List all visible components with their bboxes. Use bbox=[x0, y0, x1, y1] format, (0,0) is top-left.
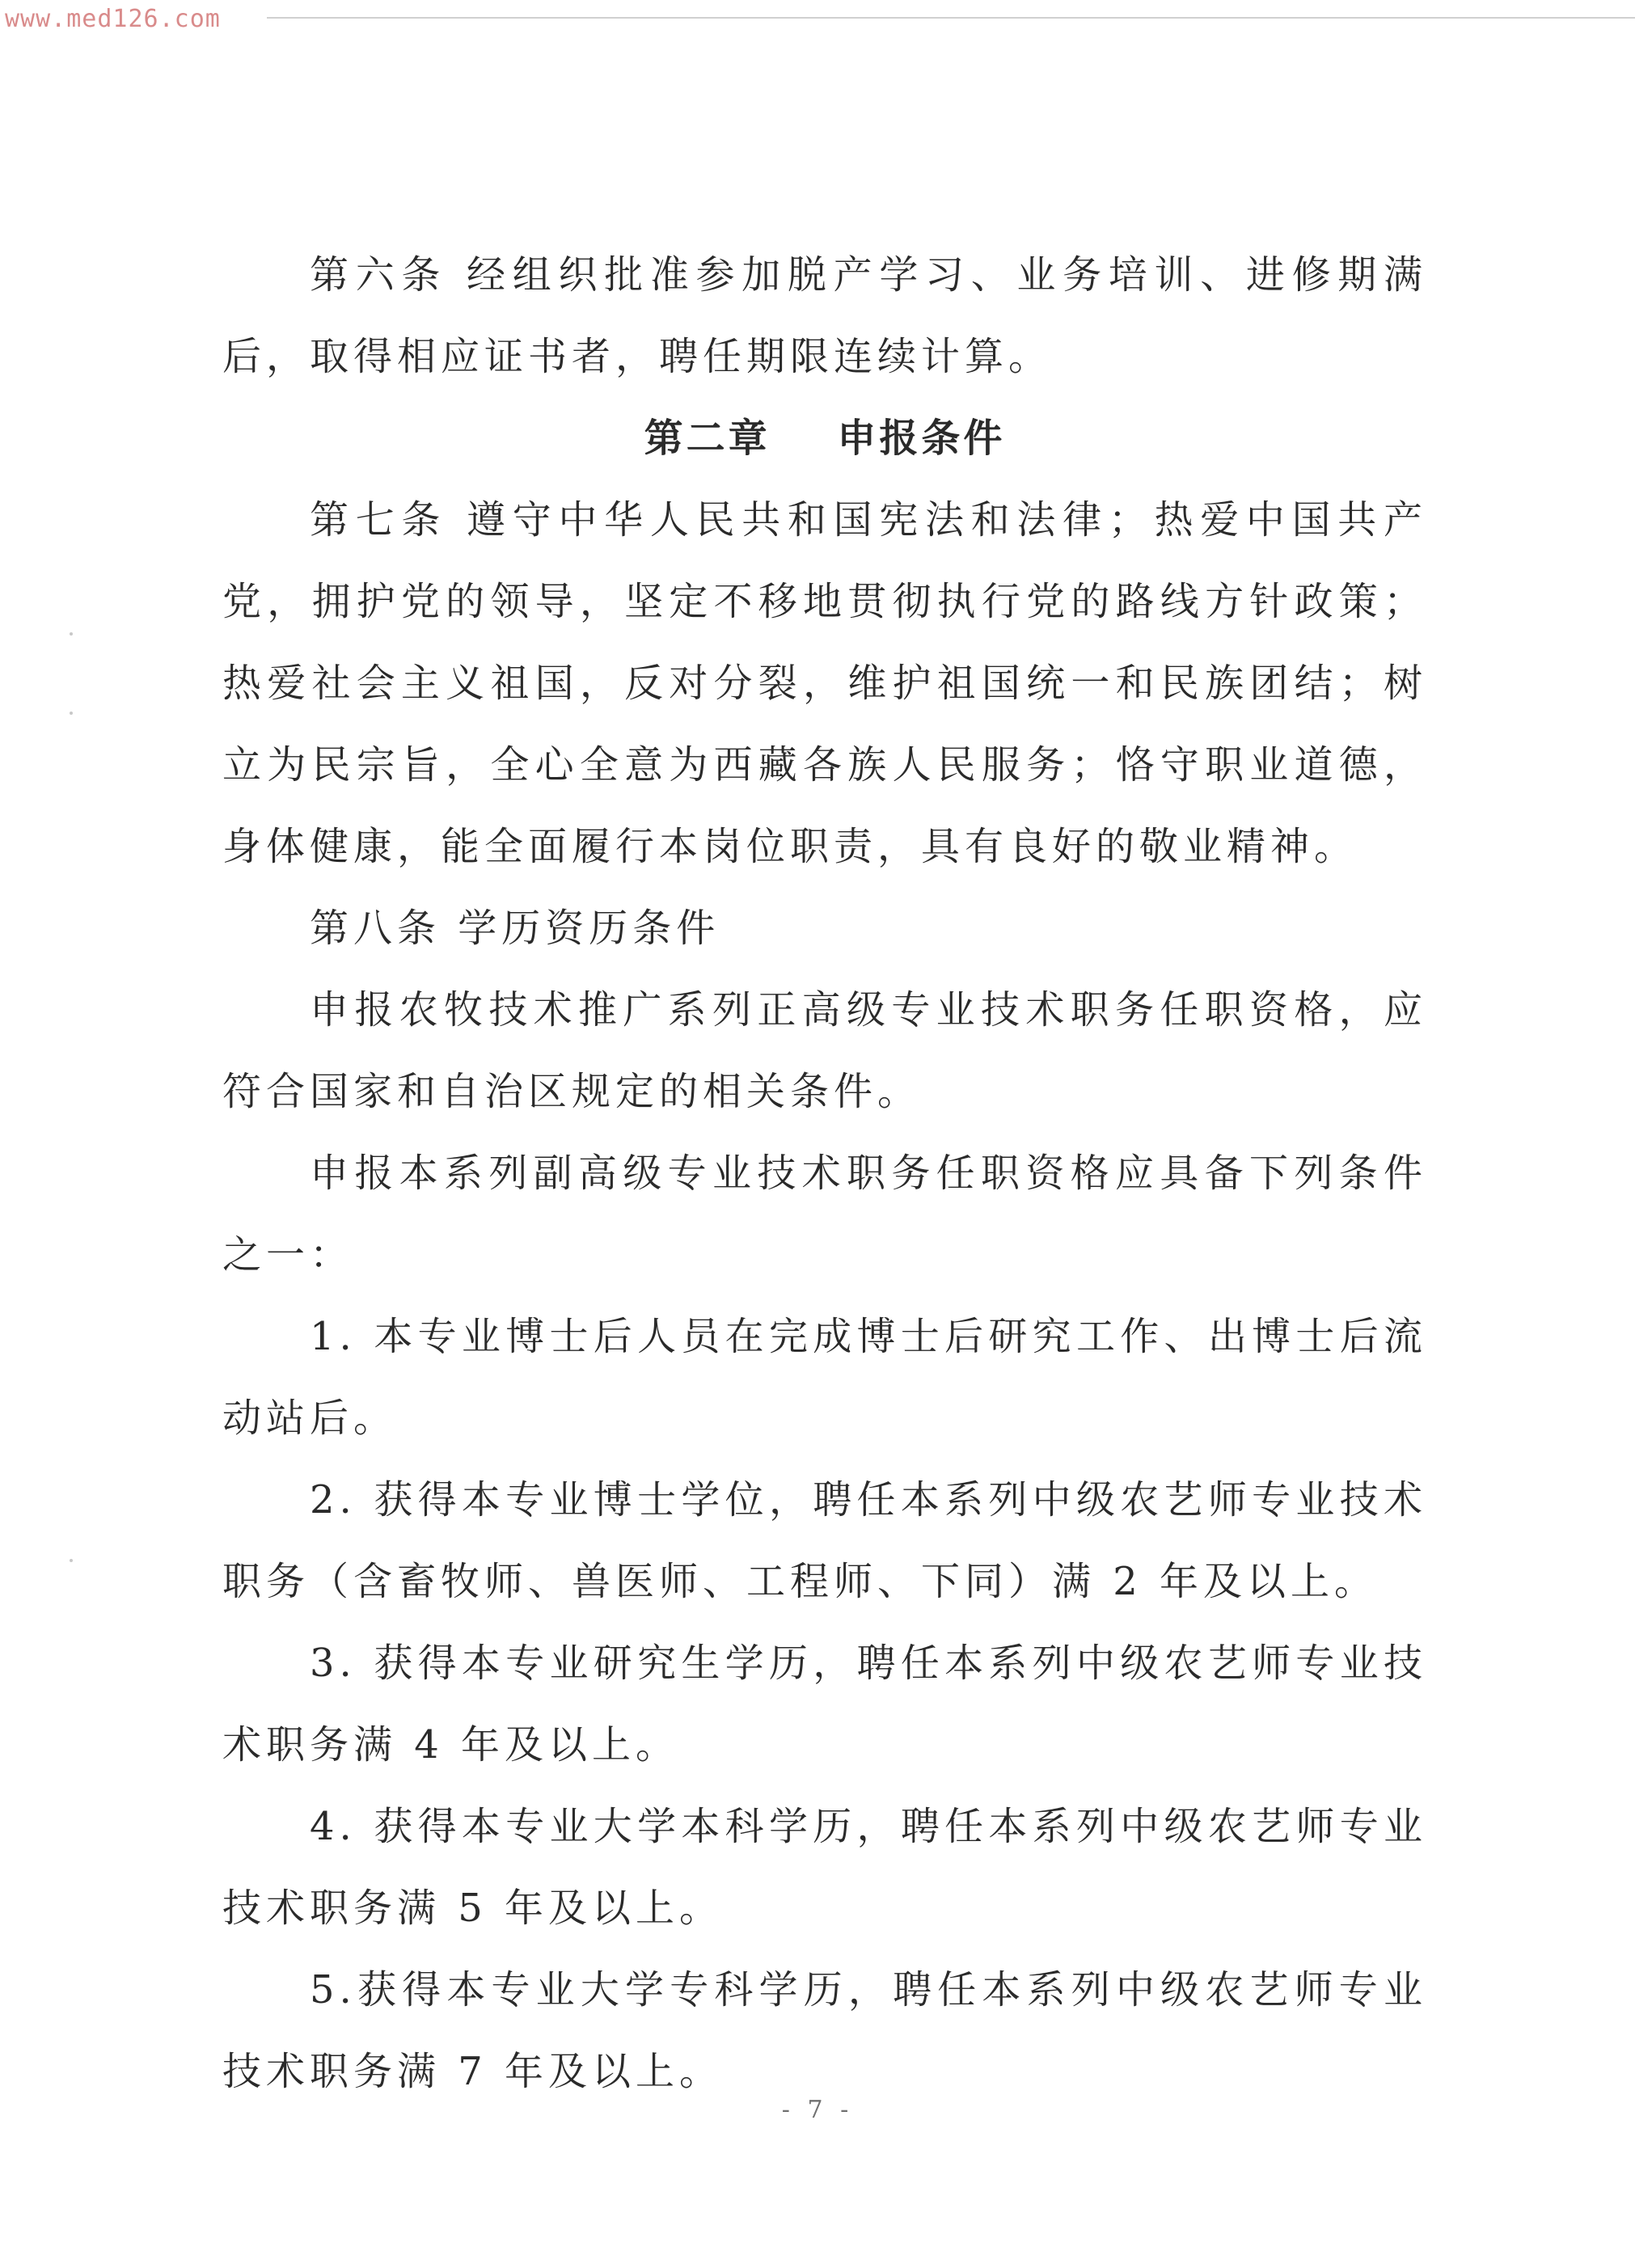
page-number: - 7 - bbox=[781, 2096, 854, 2124]
chapter-heading: 第二章 申报条件 bbox=[644, 416, 1006, 461]
condition-item-2: 2. 获得本专业博士学位，聘任本系列中级农艺师专业技术职务（含畜牧师、兽医师、工程师、下同）满 2 年及以上。 bbox=[222, 1477, 1427, 1604]
article-7: 第七条 遵守中华人民共和国宪法和法律；热爱中国共产党，拥护党的领导，坚定不移地贯彻执行党的路线方针政策；热爱社会主义祖国，反对分裂，维护祖国统一和民族团结；树立为民宗旨，全心全意为西藏各族人民服务；恪守职业道德，身体健康，能全面履行本岗位职责，具有良好的敬业精神。 bbox=[222, 497, 1427, 869]
scan-speck bbox=[70, 1559, 73, 1562]
watermark-url: www.med126.com bbox=[5, 5, 221, 33]
scan-speck bbox=[70, 632, 73, 636]
article-8-heading: 第八条 学历资历条件 bbox=[310, 906, 720, 951]
header-rule bbox=[267, 17, 1635, 19]
condition-item-4: 4. 获得本专业大学本科学历，聘任本系列中级农艺师专业技术职务满 5 年及以上。 bbox=[222, 1804, 1427, 1931]
condition-item-5: 5.获得本专业大学专科学历，聘任本系列中级农艺师专业技术职务满 7 年及以上。 bbox=[222, 1967, 1427, 2094]
condition-item-1: 1. 本专业博士后人员在完成博士后研究工作、出博士后流动站后。 bbox=[222, 1314, 1427, 1441]
senior-title-requirement: 申报农牧技术推广系列正高级专业技术职务任职资格，应符合国家和自治区规定的相关条件。 bbox=[222, 987, 1427, 1114]
article-6: 第六条 经组织批准参加脱产学习、业务培训、进修期满后，取得相应证书者，聘任期限连续计算。 bbox=[222, 252, 1427, 379]
scan-speck bbox=[70, 712, 73, 715]
deputy-senior-requirement-intro: 申报本系列副高级专业技术职务任职资格应具备下列条件之一： bbox=[222, 1151, 1427, 1278]
condition-item-3: 3. 获得本专业研究生学历，聘任本系列中级农艺师专业技术职务满 4 年及以上。 bbox=[222, 1641, 1427, 1768]
document-body bbox=[222, 234, 1427, 2113]
